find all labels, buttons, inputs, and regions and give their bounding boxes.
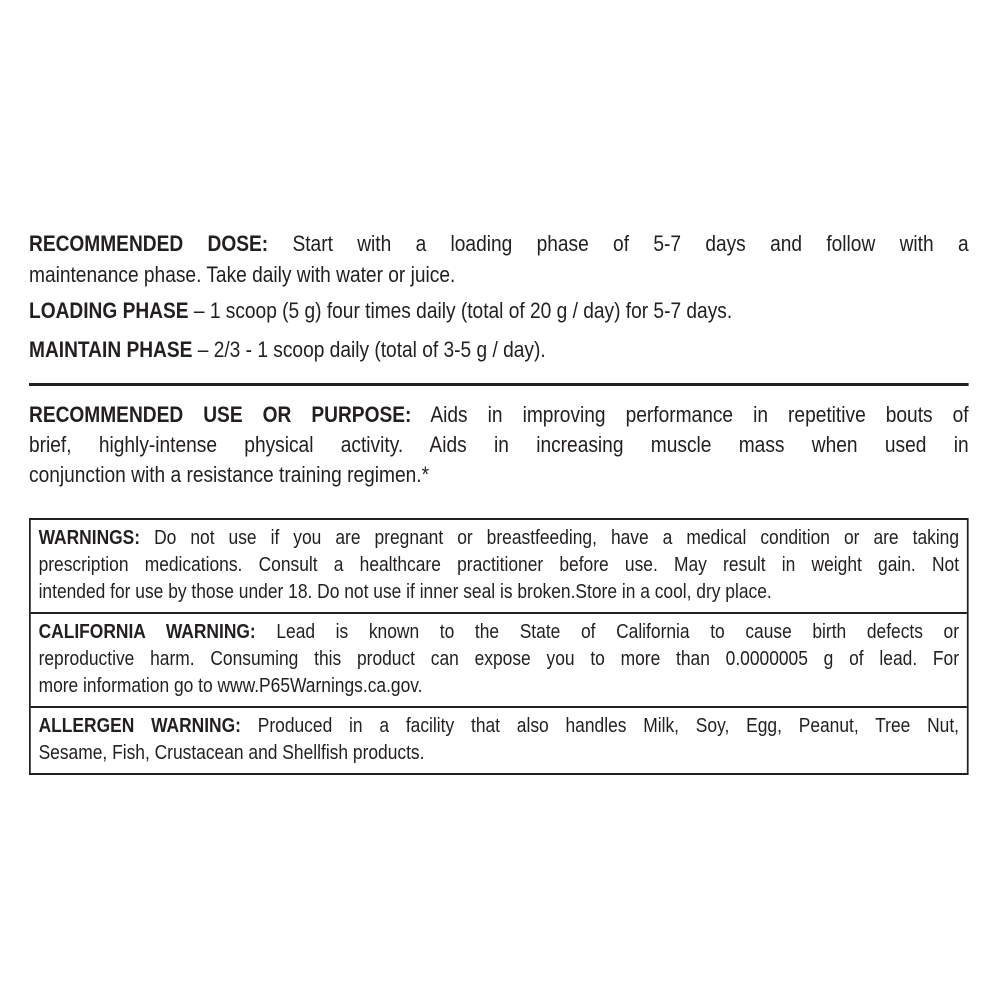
warnings-box [29, 518, 969, 775]
use-text: brief, highly-intense physical activity. Aids in increasing muscle mass when used in [29, 432, 969, 457]
california-warning-section [31, 612, 967, 706]
recommended-dose-paragraph [29, 228, 969, 290]
dose-line-1 [29, 228, 969, 259]
dose-text: Start with a loading phase of 5-7 days and follow with a [292, 231, 969, 256]
allergen-text: Produced in a facility that also handles Milk, Soy, Egg, Peanut, Tree Nut, [257, 715, 960, 737]
loading-phase-heading: LOADING PHASE [29, 298, 189, 323]
allergen-line-1 [39, 713, 959, 740]
use-text: Aids in improving performance in repetitive bouts of [430, 402, 969, 427]
warnings-line-3 [39, 579, 959, 606]
loading-phase-line [29, 295, 969, 326]
loading-phase-text: – 1 scoop (5 g) four times daily (total of 20 g / day) for 5-7 days. [193, 298, 733, 323]
use-line-1 [29, 400, 969, 430]
california-text: more information go to www.P65Warnings.ca.gov. [38, 675, 423, 697]
california-line-1 [39, 619, 959, 646]
use-line-2 [29, 430, 969, 460]
warnings-section [31, 520, 967, 612]
label-content [29, 0, 969, 775]
use-line-3 [29, 460, 969, 490]
recommended-use-paragraph [29, 400, 969, 490]
allergen-text: Sesame, Fish, Crustacean and Shellfish products. [38, 742, 425, 764]
california-text: reproductive harm. Consuming this product can expose you to more than 0.0000005 g of lead. For [38, 648, 960, 670]
allergen-line-2 [39, 740, 959, 767]
warnings-line-1 [39, 525, 959, 552]
use-text: conjunction with a resistance training regimen.* [29, 462, 430, 487]
maintain-phase-line [29, 334, 969, 365]
dose-heading: RECOMMENDED DOSE: [29, 231, 269, 256]
california-line-2 [39, 646, 959, 673]
maintain-phase-text: – 2/3 - 1 scoop daily (total of 3-5 g / day). [197, 337, 546, 362]
maintain-phase-heading: MAINTAIN PHASE [29, 337, 193, 362]
maintain-phase-text-line [29, 334, 969, 365]
allergen-warning-section [31, 706, 967, 773]
warnings-heading: WARNINGS: [38, 527, 141, 549]
california-text: Lead is known to the State of California to cause birth defects or [276, 621, 960, 643]
warnings-line-2 [39, 552, 959, 579]
california-heading: CALIFORNIA WARNING: [38, 621, 256, 643]
warnings-text: intended for use by those under 18. Do not use if inner seal is broken.Store in a cool, dry place. [38, 581, 772, 603]
use-heading: RECOMMENDED USE OR PURPOSE: [29, 402, 412, 427]
dose-line-2 [29, 259, 969, 290]
dose-text: maintenance phase. Take daily with water or juice. [29, 262, 456, 287]
warnings-text: prescription medications. Consult a healthcare practitioner before use. May result in weight gain. Not [38, 554, 960, 576]
allergen-heading: ALLERGEN WARNING: [38, 715, 241, 737]
horizontal-divider-rule [29, 383, 969, 386]
warnings-text: Do not use if you are pregnant or breastfeeding, have a medical condition or are taking [154, 527, 960, 549]
loading-phase-text-line [29, 295, 969, 326]
california-line-3 [39, 673, 959, 700]
